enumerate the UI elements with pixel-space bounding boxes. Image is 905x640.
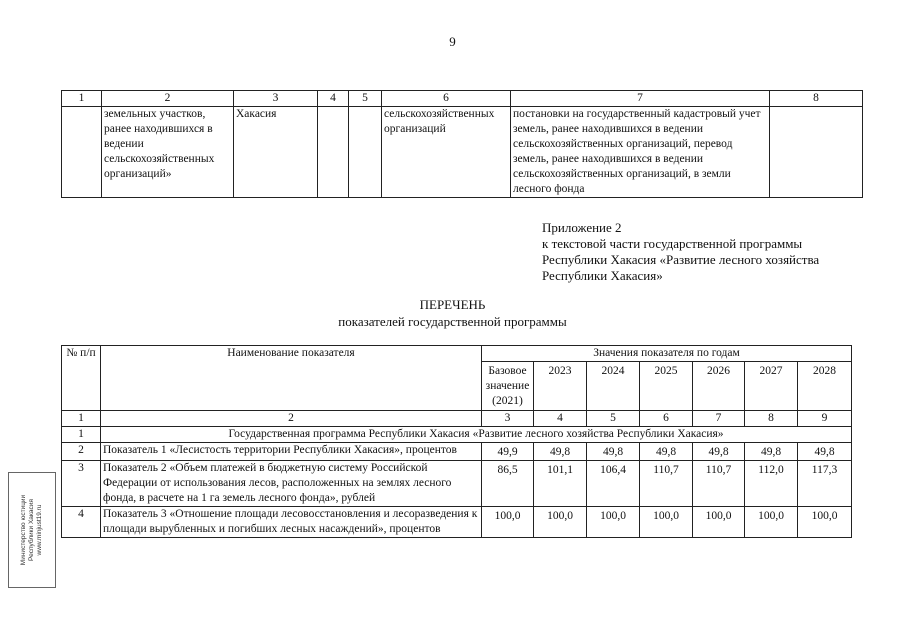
- col-number: 7: [693, 411, 745, 427]
- col-number-6: 6: [382, 91, 511, 107]
- row-number: 2: [62, 443, 101, 461]
- table-row: [62, 107, 863, 198]
- table-cell: [62, 107, 102, 198]
- value-cell: 100,0: [534, 507, 587, 538]
- table-cell: [318, 107, 349, 198]
- table-cell: сельскохозяйственных организаций: [382, 107, 511, 198]
- table-cell: земельных участков, ранее находившихся в ведении сельскохозяйственных организаций»: [102, 107, 234, 198]
- value-cell: 49,8: [640, 443, 693, 461]
- header-year: 2023: [534, 362, 587, 411]
- col-number-8: 8: [770, 91, 863, 107]
- col-number: 8: [745, 411, 798, 427]
- value-cell: 100,0: [482, 507, 534, 538]
- col-number-5: 5: [349, 91, 382, 107]
- value-cell: 110,7: [693, 461, 745, 507]
- indicators-table: [61, 345, 852, 538]
- table-cell: Хакасия: [234, 107, 318, 198]
- header-indicator-name: Наименование показателя: [101, 346, 482, 411]
- value-cell: 100,0: [693, 507, 745, 538]
- value-cell: 106,4: [587, 461, 640, 507]
- section-row: [62, 427, 852, 443]
- col-number-1: 1: [62, 91, 102, 107]
- column-number-row: [62, 411, 852, 427]
- header-year: 2026: [693, 362, 745, 411]
- row-number: 3: [62, 461, 101, 507]
- row-number: 4: [62, 507, 101, 538]
- col-number-2: 2: [102, 91, 234, 107]
- value-cell: 86,5: [482, 461, 534, 507]
- value-cell: 49,9: [482, 443, 534, 461]
- col-number-4: 4: [318, 91, 349, 107]
- header-base-value: Базовое значение (2021): [482, 362, 534, 411]
- table-cell: [770, 107, 863, 198]
- stamp-line: Министерство юстиции: [20, 494, 27, 566]
- col-number: 4: [534, 411, 587, 427]
- table-cell: [349, 107, 382, 198]
- value-cell: 100,0: [745, 507, 798, 538]
- table-row: [62, 443, 852, 461]
- registration-stamp: [8, 472, 56, 588]
- appendix-line: Республики Хакасия»: [542, 268, 663, 283]
- header-year: 2027: [745, 362, 798, 411]
- value-cell: 100,0: [798, 507, 852, 538]
- row-number: 1: [62, 427, 101, 443]
- col-number: 5: [587, 411, 640, 427]
- continued-table: [61, 90, 863, 198]
- stamp-line: www.minjust19.ru: [36, 504, 43, 556]
- col-number: 1: [62, 411, 101, 427]
- header-number: № п/п: [62, 346, 101, 411]
- value-cell: 110,7: [640, 461, 693, 507]
- page-number: 9: [449, 34, 456, 49]
- table-header-row: [62, 91, 863, 107]
- col-number: 9: [798, 411, 852, 427]
- indicator-name: Показатель 1 «Лесистость территории Республики Хакасия», процентов: [101, 443, 482, 461]
- header-year: 2028: [798, 362, 852, 411]
- appendix-line: Приложение 2: [542, 220, 622, 235]
- table-row: [62, 461, 852, 507]
- col-number-3: 3: [234, 91, 318, 107]
- col-number-7: 7: [511, 91, 770, 107]
- table-header-row: [62, 346, 852, 362]
- appendix-line: Республики Хакасия «Развитие лесного хозяйства: [542, 252, 820, 267]
- value-cell: 49,8: [745, 443, 798, 461]
- value-cell: 101,1: [534, 461, 587, 507]
- col-number: 3: [482, 411, 534, 427]
- table-cell: постановки на государственный кадастровый учет земель, ранее находившихся в ведении сельскохозяйственных организаций, перевод земель, ранее находившихся в ведении сельскохозяйственных организаций, в земли лесного фонда: [511, 107, 770, 198]
- value-cell: 100,0: [640, 507, 693, 538]
- col-number: 2: [101, 411, 482, 427]
- document-subtitle: показателей государственной программы: [338, 314, 567, 329]
- value-cell: 117,3: [798, 461, 852, 507]
- document-title: ПЕРЕЧЕНЬ: [419, 297, 486, 312]
- value-cell: 49,8: [693, 443, 745, 461]
- value-cell: 49,8: [587, 443, 640, 461]
- appendix-line: к текстовой части государственной программы: [542, 236, 803, 251]
- value-cell: 49,8: [534, 443, 587, 461]
- value-cell: 49,8: [798, 443, 852, 461]
- value-cell: 100,0: [587, 507, 640, 538]
- header-values-by-year: Значения показателя по годам: [482, 346, 852, 362]
- header-year: 2024: [587, 362, 640, 411]
- indicator-name: Показатель 3 «Отношение площади лесовосстановления и лесоразведения к площади вырубленных и погибших лесных насаждений», процентов: [101, 507, 482, 538]
- section-title: Государственная программа Республики Хакасия «Развитие лесного хозяйства Республики Хакасия»: [101, 427, 852, 443]
- header-year: 2025: [640, 362, 693, 411]
- col-number: 6: [640, 411, 693, 427]
- table-row: [62, 507, 852, 538]
- stamp-line: Республики Хакасия: [28, 499, 35, 561]
- indicator-name: Показатель 2 «Объем платежей в бюджетную систему Российской Федерации от использования лесов, расположенных на землях лесного фонда, в расчете на 1 га земель лесного фонда», рублей: [101, 461, 482, 507]
- value-cell: 112,0: [745, 461, 798, 507]
- appendix-header: [542, 220, 819, 284]
